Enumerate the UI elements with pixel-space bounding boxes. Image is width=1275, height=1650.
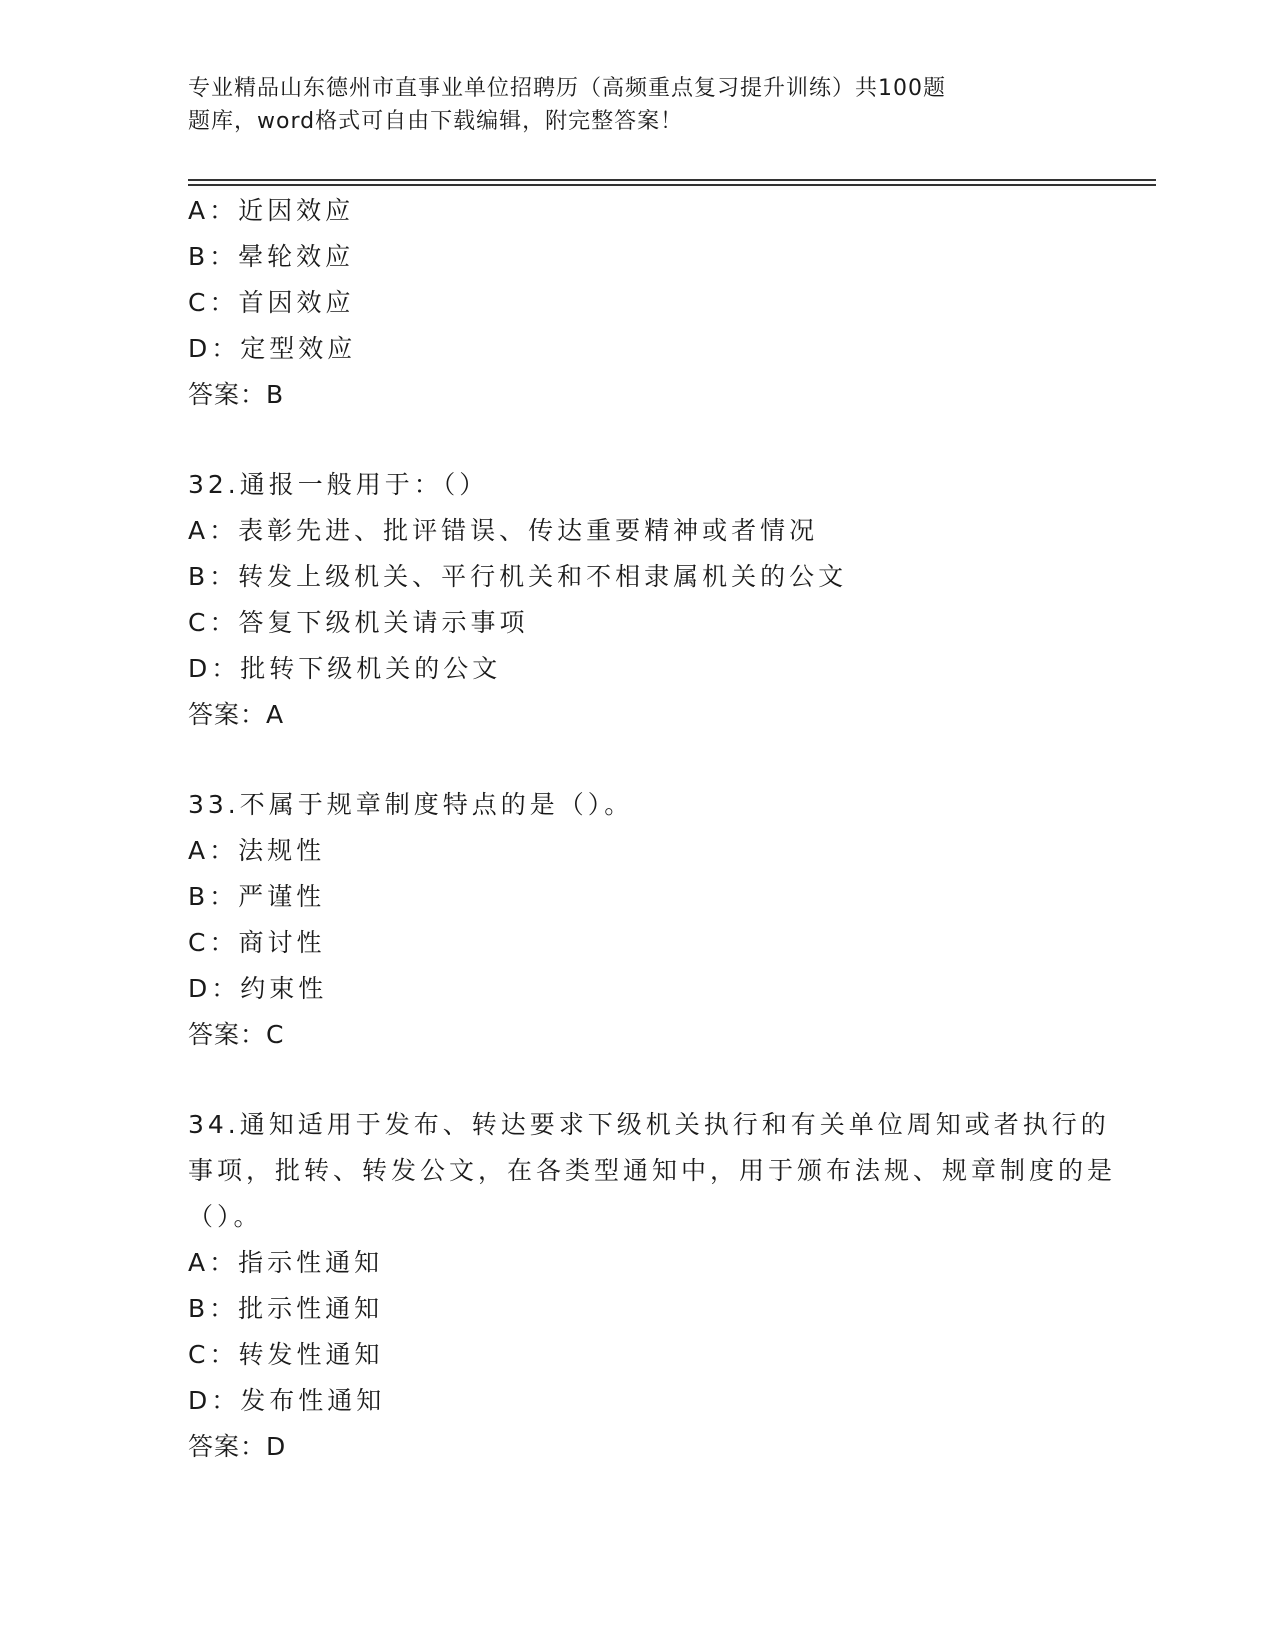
question-32: [188, 462, 1118, 738]
question-spacer: [188, 418, 1118, 462]
option-c: C：转发性通知: [188, 1340, 384, 1369]
option-a: A：法规性: [188, 836, 326, 865]
option-a: A：近因效应: [188, 196, 355, 225]
option-b: B：严谨性: [188, 882, 326, 911]
option-d: D：约束性: [188, 974, 328, 1003]
question-spacer: [188, 738, 1118, 782]
question-spacer: [188, 1058, 1118, 1102]
header-title-line-1: 专业精品山东德州市直事业单位招聘历（高频重点复习提升训练）共100题: [188, 76, 946, 101]
answer-line: 答案：C: [188, 1020, 285, 1049]
document-header: [188, 72, 1018, 138]
question-34: [188, 1102, 1118, 1470]
option-c: C：首因效应: [188, 288, 355, 317]
header-title-line-2: 题库，word格式可自由下载编辑，附完整答案！: [188, 109, 684, 134]
option-d: D：批转下级机关的公文: [188, 654, 502, 683]
header-divider-bottom: [188, 184, 1156, 186]
answer-line: 答案：B: [188, 380, 285, 409]
question-stem: 32.通报一般用于：（）: [188, 470, 489, 499]
option-d: D：定型效应: [188, 334, 357, 363]
question-stem: 34.通知适用于发布、转达要求下级机关执行和有关单位周知或者执行的事项，批转、转发公文，在各类型通知中，用于颁布法规、规章制度的是（）。: [188, 1110, 1117, 1231]
question-31-continued: [188, 188, 1118, 418]
answer-line: 答案：D: [188, 1432, 287, 1461]
header-divider-top: [188, 179, 1156, 181]
option-d: D：发布性通知: [188, 1386, 386, 1415]
question-content: [188, 188, 1118, 1470]
question-stem: 33.不属于规章制度特点的是（）。: [188, 790, 634, 819]
option-b: B：转发上级机关、平行机关和不相隶属机关的公文: [188, 562, 848, 591]
option-c: C：商讨性: [188, 928, 326, 957]
option-a: A：指示性通知: [188, 1248, 384, 1277]
answer-line: 答案：A: [188, 700, 285, 729]
option-c: C：答复下级机关请示事项: [188, 608, 529, 637]
option-b: B：批示性通知: [188, 1294, 384, 1323]
question-33: [188, 782, 1118, 1058]
option-a: A：表彰先进、批评错误、传达重要精神或者情况: [188, 516, 819, 545]
option-b: B：晕轮效应: [188, 242, 355, 271]
